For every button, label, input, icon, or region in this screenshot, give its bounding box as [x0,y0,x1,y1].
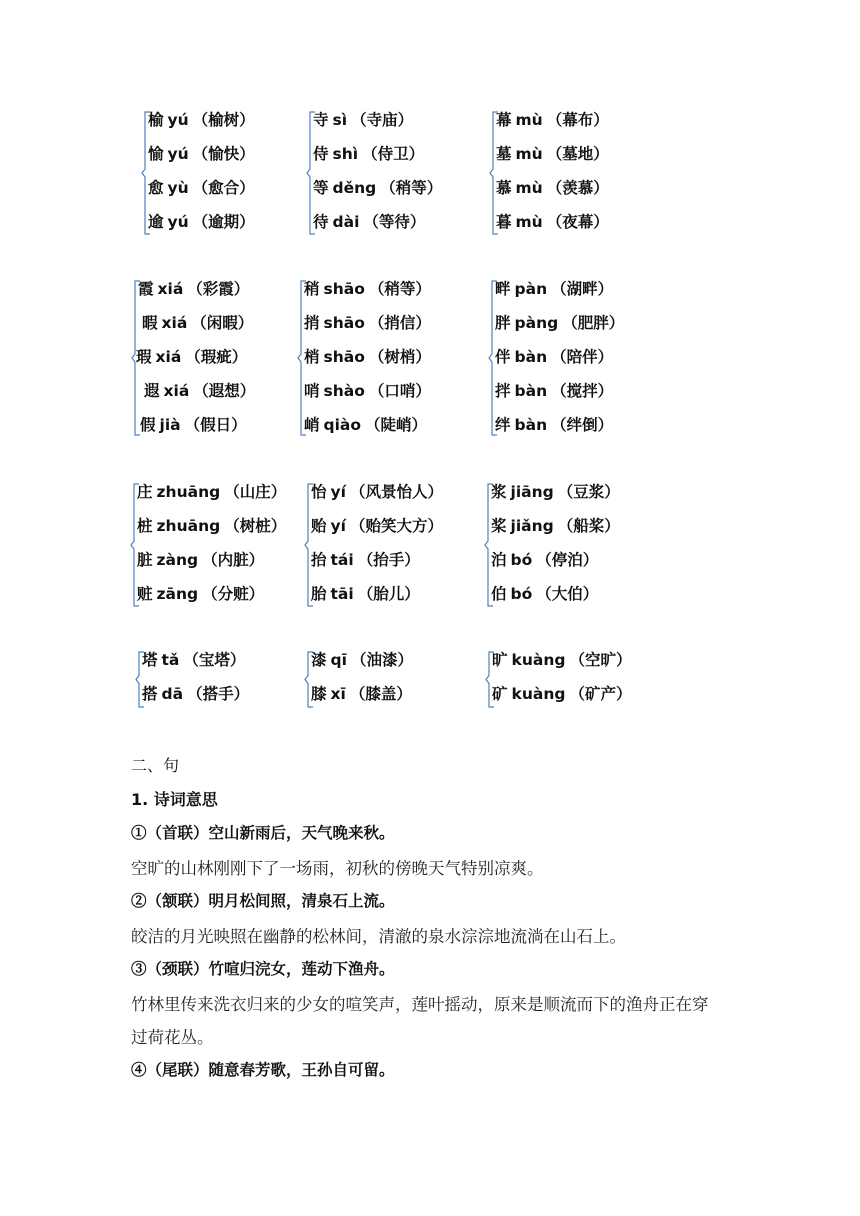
character-row [304,415,427,435]
example-word: （贻笑大方） [349,517,443,535]
pinyin: mù [515,111,543,129]
subsection-heading: 1. 诗词意思 [131,790,218,809]
character-group-3 [490,112,650,234]
character-row [495,347,613,367]
pinyin: shì [332,145,359,163]
pinyin: bàn [514,416,548,434]
pinyin: bó [510,585,533,603]
example-word: （稍等） [380,179,443,197]
example-word: （羡慕） [546,179,609,197]
character-group-9 [485,484,645,606]
character: 榆 [148,111,164,129]
character-row [148,212,255,232]
example-word: （彩霞） [187,280,250,298]
pinyin: dài [332,213,360,231]
pinyin: mù [515,179,543,197]
translation-line-2: 皎洁的月光映照在幽静的松林间，清澈的泉水淙淙地流淌在山石上。 [131,927,626,946]
example-word: （愉快） [192,145,255,163]
character-row [313,178,442,198]
character: 桨 [491,517,507,535]
character: 搭 [142,685,158,703]
character-group-12 [486,652,646,707]
example-word: （夜幕） [546,213,609,231]
pinyin: pàn [514,280,548,298]
character: 霞 [138,280,154,298]
poem-line-3: ③（颈联）竹喧归浣女，莲动下渔舟。 [131,959,395,978]
pinyin: bó [510,551,533,569]
example-word: （山庄） [224,483,287,501]
character-row [311,584,420,604]
character: 浆 [491,483,507,501]
character-row [495,279,613,299]
pinyin: qiào [323,416,362,434]
example-word: （搅拌） [551,382,614,400]
pinyin: jiǎng [510,517,554,535]
example-word: （胎儿） [357,585,420,603]
example-word: （风景怡人） [349,483,443,501]
example-word: （等待） [363,213,426,231]
character-row [496,178,609,198]
example-word: （陡峭） [365,416,428,434]
translation-line-3b: 过荷花丛。 [131,1028,214,1047]
character-row [304,313,431,333]
example-word: （宝塔） [183,651,246,669]
character: 贻 [311,517,327,535]
character-row [496,110,609,130]
example-word: （内脏） [202,551,265,569]
pinyin: shāo [323,280,365,298]
character: 泊 [491,551,507,569]
character-group-4 [132,281,292,435]
character-row [495,313,624,333]
character-row [137,516,286,536]
pinyin: tāi [330,585,354,603]
character-row [148,110,255,130]
character-group-5 [298,281,458,435]
example-word: （油漆） [350,651,413,669]
character-group-8 [305,484,465,606]
pinyin: jià [159,416,181,434]
character: 侍 [313,145,329,163]
example-word: （树桩） [224,517,287,535]
pinyin: yú [167,213,189,231]
translation-line-3a: 竹林里传来洗衣归来的少女的喧笑声，莲叶摇动，原来是顺流而下的渔舟正在穿 [131,995,709,1014]
character-row [142,650,245,670]
character-row [492,684,631,704]
pinyin: yí [330,517,346,535]
poem-line-4: ④（尾联）随意春芳歌，王孙自可留。 [131,1060,395,1079]
example-word: （分赃） [202,585,265,603]
character: 稍 [304,280,320,298]
character: 瑕 [136,348,152,366]
character-row [136,347,247,367]
character: 塔 [142,651,158,669]
example-word: （寺庙） [351,111,414,129]
example-word: （树梢） [368,348,431,366]
character-row [496,144,609,164]
pinyin: děng [332,179,377,197]
pinyin: zàng [156,551,199,569]
example-word: （绊倒） [551,416,614,434]
pinyin: tǎ [161,651,180,669]
poem-line-1: ①（首联）空山新雨后，天气晚来秋。 [131,823,395,842]
character: 愈 [148,179,164,197]
pinyin: tái [330,551,354,569]
pinyin: yí [330,483,346,501]
character: 峭 [304,416,320,434]
pinyin: zhuāng [156,483,221,501]
example-word: （口哨） [368,382,431,400]
example-word: （闲暇） [191,314,254,332]
character-group-2 [307,112,467,234]
character: 等 [313,179,329,197]
pinyin: xiá [155,348,182,366]
example-word: （抬手） [357,551,420,569]
character: 抬 [311,551,327,569]
pinyin: xiá [161,314,188,332]
character-row [140,415,247,435]
character-row [311,482,443,502]
example-word: （搭手） [187,685,250,703]
pinyin: jiāng [510,483,554,501]
character: 庄 [137,483,153,501]
character: 哨 [304,382,320,400]
example-word: （逾期） [192,213,255,231]
example-word: （假日） [184,416,247,434]
character-row [495,381,613,401]
character: 畔 [495,280,511,298]
character: 胎 [311,585,327,603]
character-group-7 [131,484,291,606]
example-word: （瑕疵） [185,348,248,366]
character-row [491,584,598,604]
character: 暇 [142,314,158,332]
pinyin: yú [167,145,189,163]
character-row [311,516,443,536]
example-word: （停泊） [536,551,599,569]
character-row [311,550,420,570]
character-row [313,212,425,232]
example-word: （空旷） [569,651,632,669]
character-row [311,684,412,704]
character-row [304,381,431,401]
pinyin: zhuāng [156,517,221,535]
pinyin: kuàng [511,651,566,669]
example-word: （榆树） [192,111,255,129]
example-word: （侍卫） [362,145,425,163]
character: 绊 [495,416,511,434]
character: 假 [140,416,156,434]
character: 桩 [137,517,153,535]
pinyin: sì [332,111,348,129]
character: 旷 [492,651,508,669]
pinyin: xiá [163,382,190,400]
character-row [311,650,413,670]
character-row [304,347,431,367]
pinyin: mù [515,145,543,163]
character: 逾 [148,213,164,231]
section-heading: 二、句 [131,756,180,775]
character-group-11 [305,652,465,707]
character-row [148,178,255,198]
character: 赃 [137,585,153,603]
character-row [142,684,249,704]
pinyin: qī [330,651,347,669]
example-word: （豆浆） [557,483,620,501]
example-word: （愈合） [192,179,255,197]
character-row [496,212,609,232]
character: 伴 [495,348,511,366]
pinyin: bàn [514,348,548,366]
character-group-1 [142,112,302,234]
pinyin: shāo [323,314,365,332]
character-row [492,650,631,670]
character-row [137,482,286,502]
character-row [137,584,264,604]
pinyin: dā [161,685,184,703]
character: 脏 [137,551,153,569]
character: 慕 [496,179,512,197]
translation-line-1: 空旷的山林刚刚下了一场雨，初秋的傍晚天气特别凉爽。 [131,859,544,878]
pinyin: zāng [156,585,199,603]
character: 幕 [496,111,512,129]
character-row [491,482,620,502]
character: 遐 [144,382,160,400]
pinyin: yú [167,111,189,129]
example-word: （幕布） [546,111,609,129]
example-word: （大伯） [536,585,599,603]
poem-line-2: ②（颔联）明月松间照，清泉石上流。 [131,891,395,910]
character-row [304,279,431,299]
character: 膝 [311,685,327,703]
pinyin: xī [330,685,346,703]
character-group-6 [489,281,649,435]
example-word: （捎信） [368,314,431,332]
character-row [137,550,264,570]
pinyin: shào [323,382,365,400]
character: 伯 [491,585,507,603]
example-word: （墓地） [546,145,609,163]
character-row [148,144,255,164]
example-word: （稍等） [368,280,431,298]
character: 寺 [313,111,329,129]
character-row [138,279,249,299]
example-word: （矿产） [569,685,632,703]
character: 愉 [148,145,164,163]
example-word: （陪伴） [551,348,614,366]
pinyin: kuàng [511,685,566,703]
character-row [142,313,253,333]
pinyin: shāo [323,348,365,366]
character: 墓 [496,145,512,163]
character: 梢 [304,348,320,366]
character: 暮 [496,213,512,231]
character: 胖 [495,314,511,332]
pinyin: mù [515,213,543,231]
character-row [313,144,424,164]
pinyin: pàng [514,314,559,332]
character-row [144,381,255,401]
example-word: （湖畔） [551,280,614,298]
example-word: （肥胖） [562,314,625,332]
example-word: （膝盖） [349,685,412,703]
character: 矿 [492,685,508,703]
character: 待 [313,213,329,231]
character-row [495,415,613,435]
pinyin: yù [167,179,189,197]
character-row [491,550,598,570]
character: 怡 [311,483,327,501]
character: 捎 [304,314,320,332]
example-word: （遐想） [193,382,256,400]
character-row [491,516,620,536]
pinyin: bàn [514,382,548,400]
character-row [313,110,413,130]
example-word: （船桨） [557,517,620,535]
character-group-10 [136,652,296,707]
character: 拌 [495,382,511,400]
character: 漆 [311,651,327,669]
pinyin: xiá [157,280,184,298]
